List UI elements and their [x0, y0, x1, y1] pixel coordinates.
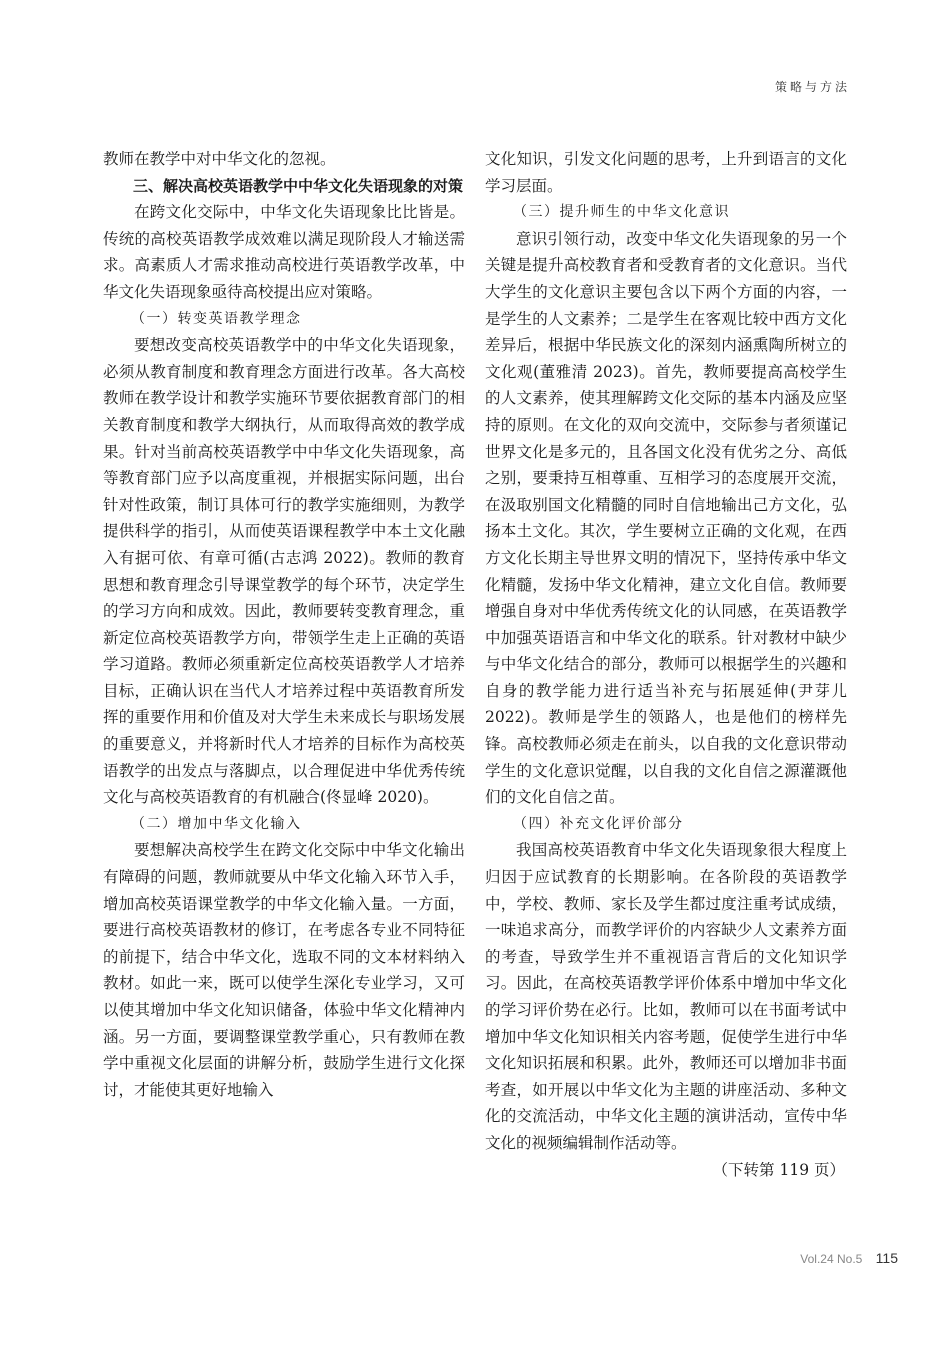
- page-number: 115: [875, 1250, 898, 1266]
- paragraph: 要想解决高校学生在跨文化交际中中华文化输出有障碍的问题，教师就要从中华文化输入环节入手，增加高校英语课堂教学的中华文化输入量。一方面，要进行高校英语教材的修订，在考虑各专业不同特征的前提下，结合中华文化，选取不同的文本材料纳入教材。如此一来，既可以使学生深化专业学习，又可以使其增加中华文化知识储备，体验中华文化精神内涵。另一方面，要调整课堂教学重心，只有教师在教学中重视文化层面的讲解分析，鼓励学生进行文化探讨，才能使其更好地输入: [103, 841, 465, 1099]
- paragraph: 教师在教学中对中华文化的忽视。: [103, 150, 336, 168]
- subsection-heading: （三）提升师生的中华文化意识: [513, 204, 730, 221]
- right-column: [485, 146, 847, 1183]
- left-column: [103, 146, 465, 1103]
- paragraph: 我国高校英语教育中华文化失语现象很大程度上归因于应试教育的长期影响。在各阶段的英语教学中，学校、教师、家长及学生都过度注重考试成绩，一味追求高分，而教学评价的内容缺少人文素养方面的考查，导致学生并不重视语言背后的文化知识学习。因此，在高校英语教学评价体系中增加中华文化的学习评价势在必行。比如，教师可以在书面考试中增加中华文化知识相关内容考题，促使学生进行中华文化知识拓展和积累。此外，教师还可以增加非书面考查，如开展以中华文化为主题的讲座活动、多种文化的交流活动，中华文化主题的演讲活动，宣传中华文化的视频编辑制作活动等。: [485, 841, 847, 1152]
- paragraph: 意识引领行动，改变中华文化失语现象的另一个关键是提升高校教育者和受教育者的文化意识。当代大学生的文化意识主要包含以下两个方面的内容，一是学生的人文素养；二是学生在客观比较中西方文化差异后，根据中华民族文化的深刻内涵熏陶所树立的文化观(董雅清 2023)。首先，教师要提高高校学生的人文素养，使其理解跨文化交际的基本内涵及应坚持的原则。在文化的双向交流中，交际参与者须谨记世界文化是多元的，且各国文化没有优劣之分、高低之别，要秉持互相尊重、互相学习的态度展开交流，在汲取别国文化精髓的同时自信地输出己方文化，弘扬本土文化。其次，学生要树立正确的文化观，在西方文化长期主导世界文明的情况下，坚持传承中华文化精髓，发扬中华文化精神，建立文化自信。教师要增强自身对中华优秀传统文化的认同感，在英语教学中加强英语语言和中华文化的联系。针对教材中缺少与中华文化结合的部分，教师可以根据学生的兴趣和自身的教学能力进行适当补充与拓展延伸(尹芽儿 2022)。教师是学生的领路人，也是他们的榜样先锋。高校教师必须走在前头，以自我的文化意识带动学生的文化意识觉醒，以自我的文化自信之源灌溉他们的文化自信之苗。: [485, 229, 847, 807]
- volume-info: Vol.24 No.5: [800, 1252, 863, 1266]
- paragraph: 文化知识，引发文化问题的思考，上升到语言的文化学习层面。: [485, 150, 847, 195]
- subsection-heading: （四）补充文化评价部分: [513, 815, 684, 832]
- subsection-heading: （一）转变英语教学理念: [131, 310, 302, 327]
- paragraph: 在跨文化交际中，中华文化失语现象比比皆是。传统的高校英语教学成效难以满足现阶段人才输送需求。高素质人才需求推动高校进行英语教学改革，中华文化失语现象亟待高校提出应对策略。: [103, 203, 465, 301]
- page-footer: [800, 1250, 898, 1266]
- running-head: 策略与方法: [774, 80, 850, 94]
- subsection-heading: （二）增加中华文化输入: [131, 815, 302, 832]
- paragraph: 要想改变高校英语教学中的中华文化失语现象，必须从教育制度和教育理念方面进行改革。各大高校教师在教学设计和教学实施环节要依据教育部门的相关教育制度和教学大纲执行，从而取得高效的教学成果。针对当前高校英语教学中中华文化失语现象，高等教育部门应予以高度重视，并根据实际问题，出台针对性政策，制订具体可行的教学实施细则，为教学提供科学的指引，从而使英语课程教学中本土文化融入有据可依、有章可循(古志鸿 2022)。教师的教育思想和教育理念引导课堂教学的每个环节，决定学生的学习方向和成效。因此，教师要转变教育理念，重新定位高校英语教学方向，带领学生走上正确的英语学习道路。教师必须重新定位高校英语教学人才培养目标，正确认识在当代人才培养过程中英语教育所发挥的重要作用和价值及对大学生未来成长与职场发展的重要意义，并将新时代人才培养的目标作为高校英语教学的出发点与落脚点，以合理促进中华优秀传统文化与高校英语教育的有机融合(佟显峰 2020)。: [103, 336, 465, 807]
- section-heading: 三、解决高校英语教学中中华文化失语现象的对策: [133, 176, 464, 195]
- continuation-note: （下转第 119 页）: [712, 1160, 845, 1179]
